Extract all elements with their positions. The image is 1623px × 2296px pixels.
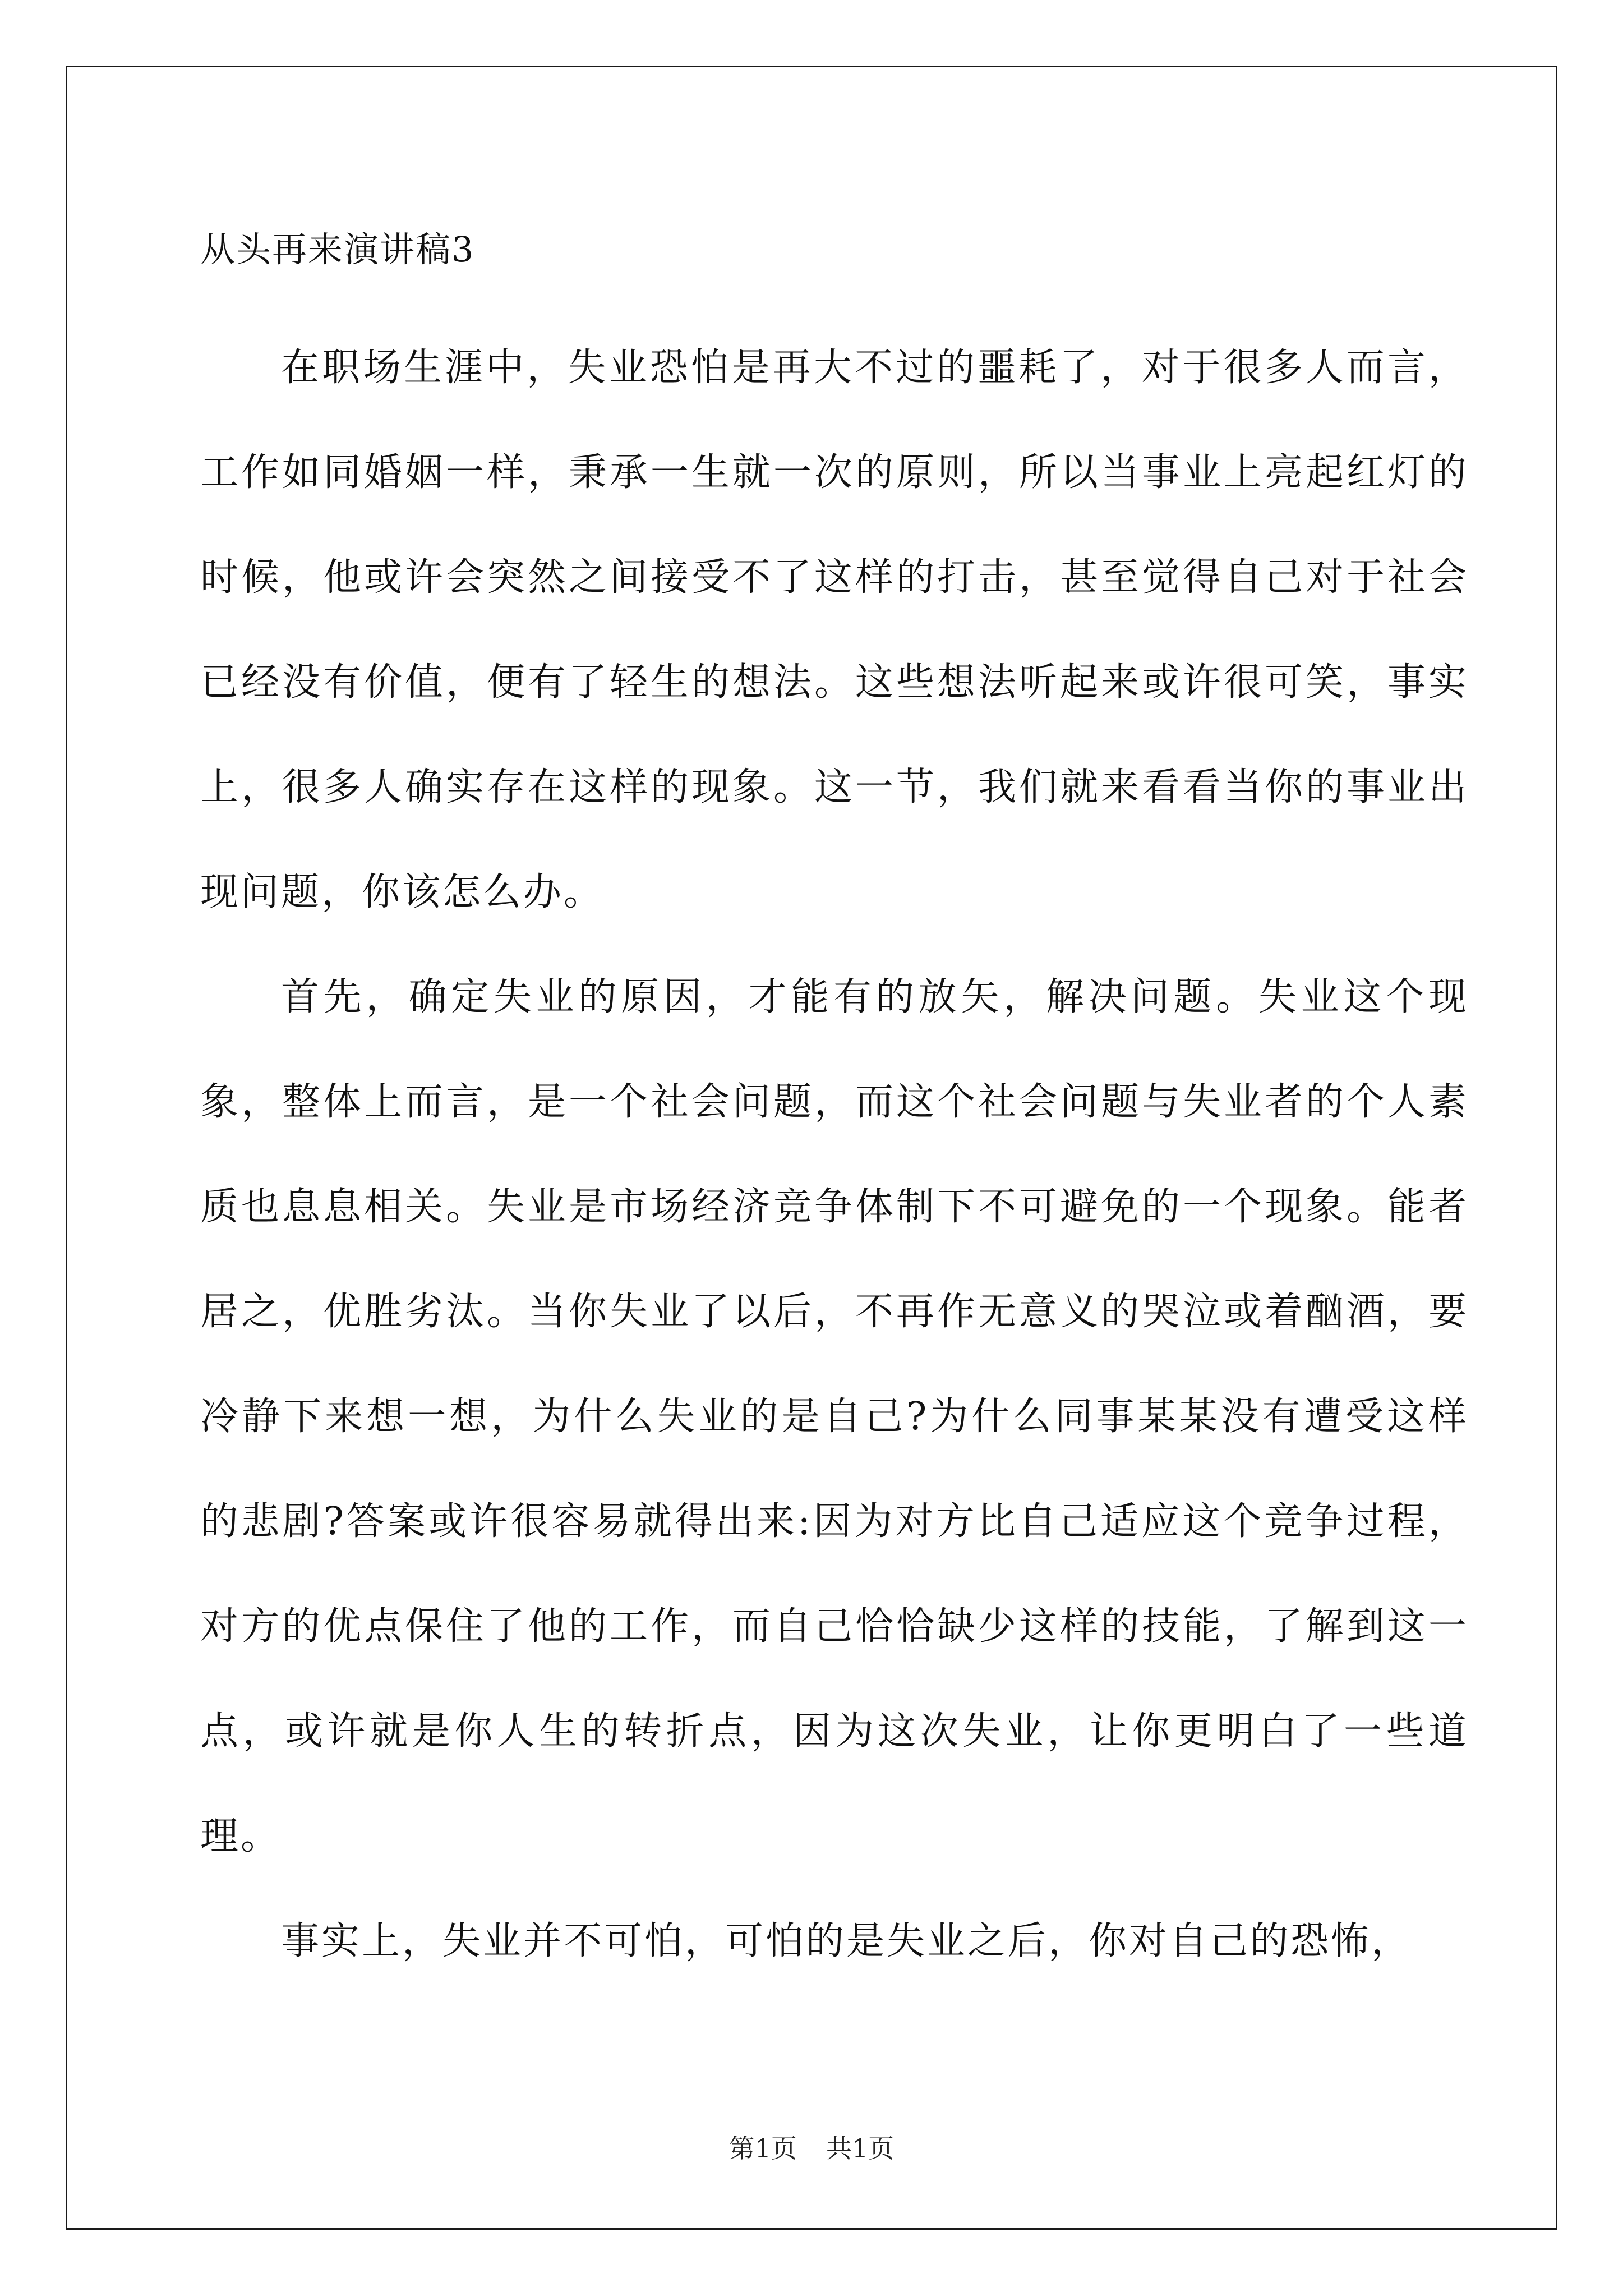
paragraph-2: 首先，确定失业的原因，才能有的放矢，解决问题。失业这个现象，整体上而言，是一个社会问题，而这个社会问题与失业者的个人素质也息息相关。失业是市场经济竞争体制下不可避免的一个现象。能者居之，优胜劣汰。当你失业了以后，不再作无意义的哭泣或着酗酒，要冷静下来想一想，为什么失业的是自己?为什么同事某某没有遭受这样的悲剧?答案或许很容易就得出来:因为对方比自己适应这个竞争过程，对方的优点保住了他的工作，而自己恰恰缺少这样的技能，了解到这一点，或许就是你人生的转折点，因为这次失业，让你更明白了一些道理。	[200, 975, 1469, 1858]
paragraph-3: 事实上，失业并不可怕，可怕的是失业之后，你对自己的恐怖，	[281, 1919, 1412, 1963]
document-title: 从头再来演讲稿3	[200, 229, 475, 270]
total-pages: 共1页	[826, 2133, 895, 2164]
paragraph-1: 在职场生涯中，失业恐怕是再大不过的噩耗了，对于很多人而言，工作如同婚姻一样，秉承一生就一次的原则，所以当事业上亮起红灯的时候，他或许会突然之间接受不了这样的打击，甚至觉得自己对于社会已经没有价值，便有了轻生的想法。这些想法听起来或许很可笑，事实上，很多人确实存在这样的现象。这一节，我们就来看看当你的事业出现问题，你该怎么办。	[200, 346, 1469, 914]
page-footer	[0, 2132, 1623, 2165]
document-body	[200, 223, 1469, 1994]
page-number: 第1页	[728, 2133, 797, 2164]
